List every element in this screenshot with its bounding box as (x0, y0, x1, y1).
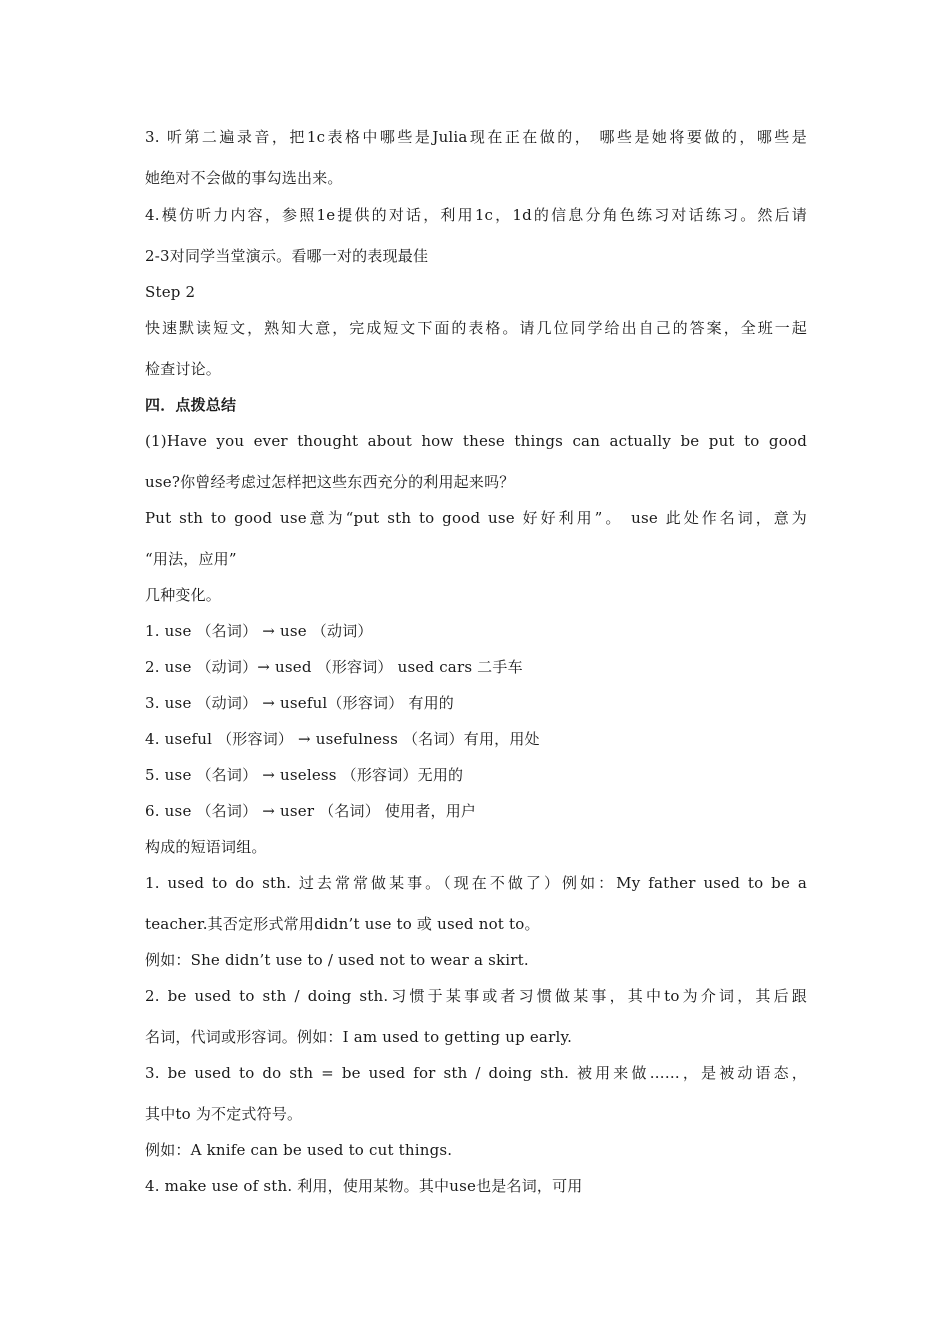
paragraph-line: use?你曾经考虑过怎样把这些东西充分的利用起来吗？ (145, 473, 515, 491)
list-item: 4. useful （形容词） → usefulness （名词）有用，用处 (145, 730, 540, 748)
list-item: 3. be used to do sth = be used for sth / doing sth. 被用来做……，是被动语态， (145, 1064, 807, 1082)
paragraph-line: Put sth to good use意为“put sth to good use 好好利用”。 use 此处作名词，意为 (145, 509, 807, 527)
step-label: Step 2 (145, 283, 196, 301)
example-line: 例如：A knife can be used to cut things. (145, 1141, 453, 1159)
paragraph-line: 构成的短语词组。 (145, 838, 267, 856)
paragraph-line: 4.模仿听力内容，参照1e提供的对话，利用1c，1d的信息分角色练习对话练习。然后请 (145, 206, 807, 224)
paragraph-line: 检查讨论。 (145, 360, 222, 378)
paragraph-line: “用法，应用” (145, 550, 237, 568)
paragraph-line: 几种变化。 (145, 586, 222, 604)
list-item: 4. make use of sth. 利用，使用某物。其中use也是名词，可用 (145, 1177, 583, 1195)
list-item: 6. use （名词） → user （名词） 使用者，用户 (145, 802, 477, 820)
paragraph-line: 名词，代词或形容词。例如：I am used to getting up early. (145, 1028, 573, 1046)
paragraph-line: 快速默读短文，熟知大意，完成短文下面的表格。请几位同学给出自己的答案，全班一起 (145, 319, 807, 337)
paragraph-line: 3. 听第二遍录音，把1c表格中哪些是Julia现在正在做的， 哪些是她将要做的，哪些是 (145, 128, 807, 146)
section-heading: 四．点拨总结 (145, 396, 237, 414)
list-item: 1. use （名词） → use （动词） (145, 622, 373, 640)
paragraph-line: (1)Have you ever thought about how these things can actually be put to good (145, 432, 807, 450)
paragraph-line: 2-3对同学当堂演示。看哪一对的表现最佳 (145, 247, 429, 265)
paragraph-line: 其中to 为不定式符号。 (145, 1105, 303, 1123)
paragraph-line: teacher.其否定形式常用didn’t use to 或 used not to。 (145, 915, 540, 933)
example-line: 例如：She didn’t use to / used not to wear a skirt. (145, 951, 529, 969)
paragraph-line: 她绝对不会做的事勾选出来。 (145, 169, 343, 187)
list-item: 5. use （名词） → useless （形容词）无用的 (145, 766, 464, 784)
list-item: 2. be used to sth / doing sth.习惯于某事或者习惯做某事，其中to为介词，其后跟 (145, 987, 807, 1005)
list-item: 2. use （动词）→ used （形容词） used cars 二手车 (145, 658, 523, 676)
list-item: 1. used to do sth. 过去常常做某事。（现在不做了）例如：My father used to be a (145, 874, 807, 892)
list-item: 3. use （动词） → useful（形容词） 有用的 (145, 694, 455, 712)
